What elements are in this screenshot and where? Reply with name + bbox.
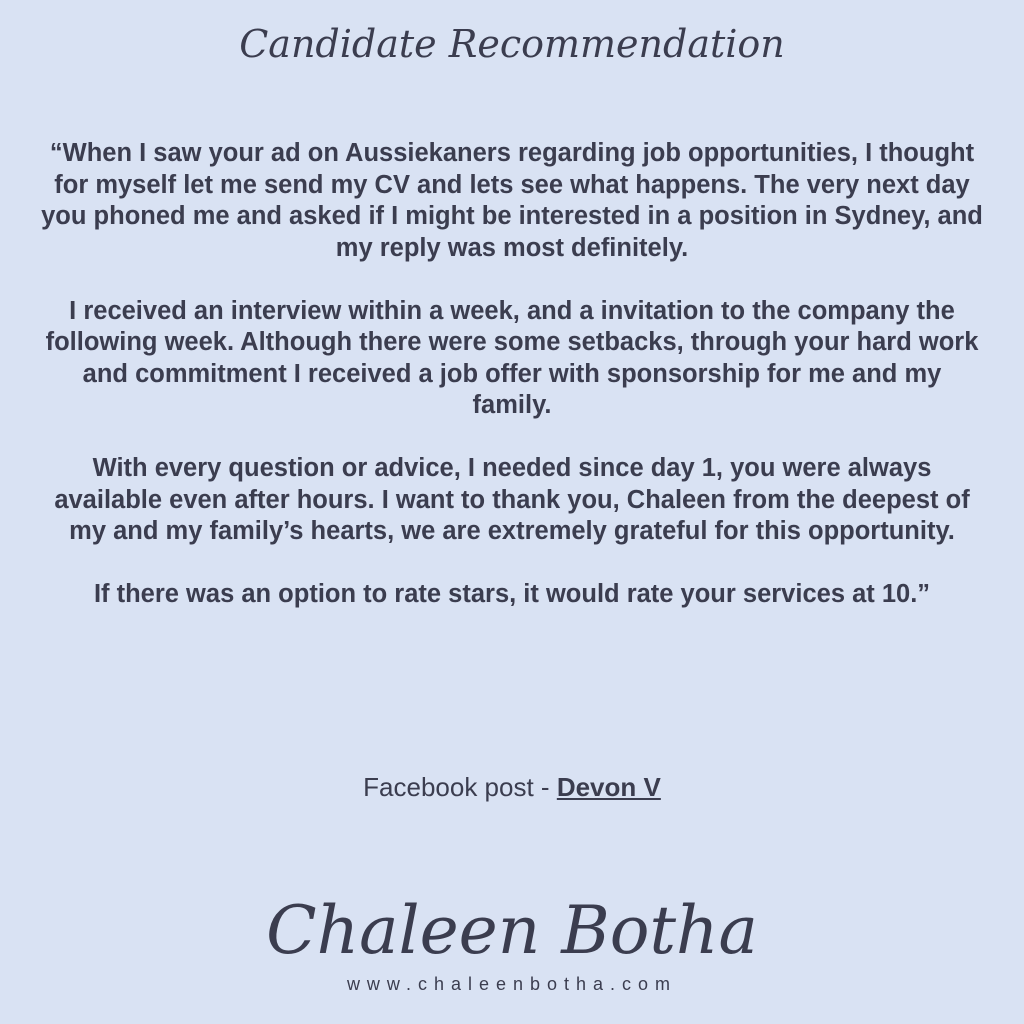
source-prefix: Facebook post -	[363, 772, 557, 802]
brand-website: www.chaleenbotha.com	[346, 974, 678, 994]
testimonial-paragraph-3: With every question or advice, I needed since day 1, you were always available even after hours. I want to thank you, Chaleen from the deepest of my and my family’s hearts, we are extremely grateful for this opportunity.	[54, 454, 970, 545]
testimonial-source	[0, 772, 1024, 803]
testimonial-paragraph-4: If there was an option to rate stars, it would rate your services at 10.”	[93, 580, 931, 608]
testimonial-paragraph-2: I received an interview within a week, and a invitation to the company the following week. Although there were some setbacks, through your hard work and commitment I received a job offer with sponsorship for me and my family.	[45, 296, 979, 419]
brand-signature-logo: Chaleen Botha	[266, 892, 758, 969]
testimonial-quote	[40, 138, 984, 642]
testimonial-paragraph-1: “When I saw your ad on Aussiekaners regarding job opportunities, I thought for myself let me send my CV and lets see what happens. The very next day you phoned me and asked if I might be interested in a position in Sydney, and my reply was most definitely.	[41, 139, 983, 262]
source-author-link[interactable]: Devon V	[556, 772, 661, 802]
page-title: Candidate Recommendation	[239, 22, 785, 66]
